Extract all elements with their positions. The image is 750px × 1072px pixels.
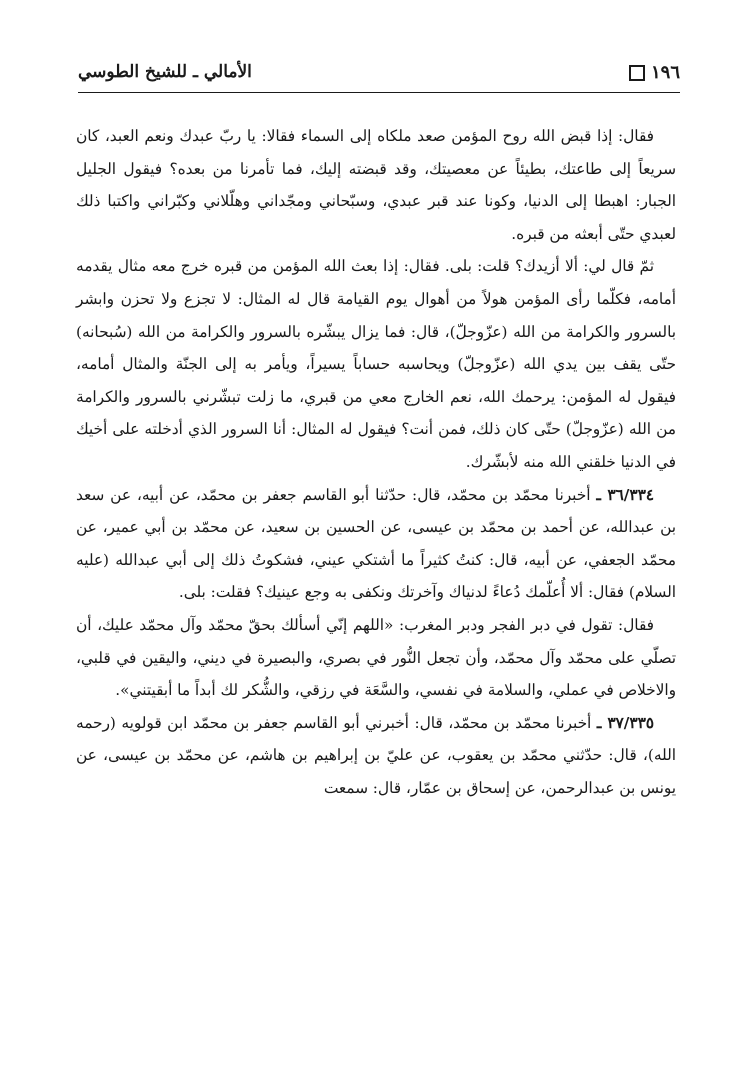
hadith-paragraph	[76, 479, 676, 609]
hadith-paragraph	[76, 707, 676, 805]
paragraph	[76, 250, 676, 478]
paragraph-text: أخبرنا محمّد بن محمّد، قال: أخبرني أبو القاسم جعفر بن محمّد ابن قولويه (رحمه الله)، قال: حدّثني محمّد بن يعقوب، عن عليّ بن إبراهيم بن هاشم، عن محمّد بن عيسى، عن يونس بن عبدالرحمن، عن إسحاق بن عمّار، قال: سمعت	[76, 713, 676, 797]
paragraph-text: فقال: تقول في دبر الفجر ودبر المغرب: «اللهم إنّي أسألك بحقّ محمّد وآل محمّد عليك، أن تصلّي على محمّد وآل محمّد، وأن تجعل النُّور في بصري، والبصيرة في ديني، واليقين في قلبي، والاخلاص في عملي، والسلامة في نفسي، والسَّعَة في رزقي، والشُّكر لك أبداً ما أبقيتني».	[76, 615, 676, 700]
running-title: الأمالي ـ للشيخ الطوسي	[78, 62, 252, 82]
hadith-number: ٣٧/٣٣٥ ـ	[596, 713, 654, 732]
paragraph-text: فقال: إذا قبض الله روح المؤمن صعد ملكاه إلى السماء فقالا: يا ربّ عبدك ونعم العبد، كان سريعاً إلى طاعتك، بطيئاً عن معصيتك، وقد قبضته إليك، فما تأمرنا من بعده؟ فيقول الجليل الجبار: اهبطا إلى الدنيا، وكونا عند قبر عبدي، وسبّحاني ومجّداني وهلّلاني وكبّراني واكتبا ذلك لعبدي حتّى أبعثه من قبره.	[76, 127, 676, 243]
square-ornament-icon	[629, 65, 645, 81]
paragraph	[76, 609, 676, 707]
body-text	[76, 120, 676, 804]
page-number-text: ١٩٦	[650, 62, 680, 83]
page-header	[78, 56, 680, 92]
paragraph	[76, 120, 676, 250]
paragraph-text: ثمّ قال لي: ألا أزيدك؟ قلت: بلى. فقال: إذا بعث الله المؤمن من قبره خرج معه مثال يقدمه أمامه، فكلّما رأى المؤمن هولاً من أهوال يوم القيامة قال له المثال: لا تجزع ولا تحزن وابشر بالسرور والكرامة من الله (عزّوجلّ)، قال: فما يزال يبشّره بالسرور والكرامة من الله (سُبحانه) حتّى يقف بين يدي الله (عزّوجلّ) ويحاسبه حساباً يسيراً، ويأمر به إلى الجنّة والمثال أمامه، فيقول له المؤمن: يرحمك الله، نعم الخارج معي من قبري، ما زلت تبشّرني بالسرور والكرامة من الله (عزّوجلّ) حتّى كان ذلك، فمن أنت؟ فيقول له المثال: أنا السرور الذي أدخلته على أخيك في الدنيا خلقني الله منه لأبشّرك.	[76, 257, 676, 471]
paragraph-text: أخبرنا محمّد بن محمّد، قال: حدّثنا أبو القاسم جعفر بن محمّد، عن أبيه، عن سعد بن عبدالله، عن أحمد بن محمّد بن عيسى، عن الحسين بن سعيد، عن محمّد بن أبي عمير، عن محمّد الجعفي، عن أبيه، قال: كنتُ كثيراً ما أشتكي عيني، فشكوتُ ذلك إلى أبي عبدالله (عليه السلام) فقال: ألا أُعلّمك دُعاءً لدنياك وآخرتك ونكفى به وجع عينيك؟ فقلت: بلى.	[76, 485, 676, 602]
header-rule	[78, 92, 680, 93]
page-number	[629, 62, 680, 83]
hadith-number: ٣٦/٣٣٤ ـ	[596, 485, 654, 504]
